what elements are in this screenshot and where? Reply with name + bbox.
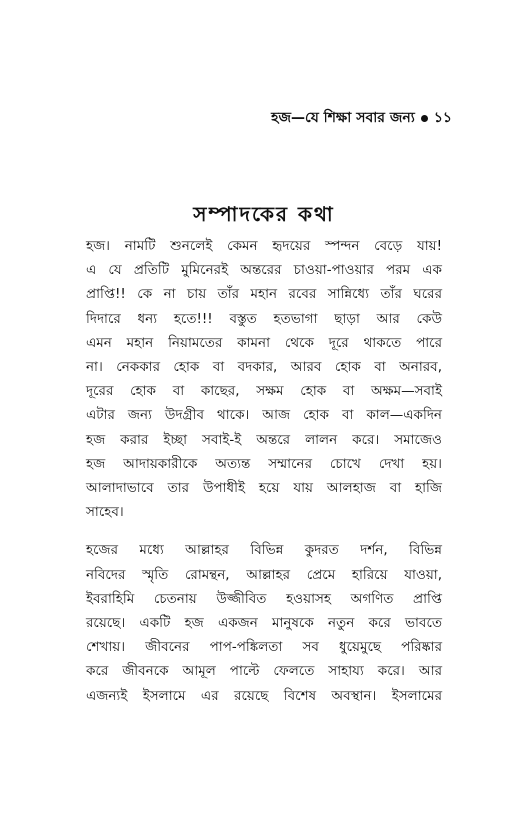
bullet-dot-icon	[421, 115, 428, 122]
running-title: হজ—যে শিক্ষা সবার জন্য	[271, 110, 415, 126]
text-line: হজ। নামটি শুনলেই কেমন হৃদয়ের স্পন্দন বেড়ে যায়!	[86, 238, 442, 254]
running-header	[271, 106, 452, 130]
text-line: দূরের হোক বা কাছের, সক্ষম হোক বা অক্ষম—সবাই	[86, 383, 442, 400]
text-line: এটার জন্য উদগ্রীব থাকে। আজ হোক বা কাল—একদিন	[86, 407, 442, 424]
text-line: না। নেককার হোক বা বদকার, আরব হোক বা অনারব,	[86, 359, 442, 376]
text-line: করে জীবনকে আমূল পাল্টে ফেলতে সাহায্য করে। আর	[86, 663, 442, 680]
text-line: রয়েছে। একটি হজ একজন মানুষকে নতুন করে ভাবতে	[86, 615, 442, 632]
body-text	[86, 234, 442, 722]
text-line: হজের মধ্যে আল্লাহর বিভিন্ন কুদরত দর্শন, বিভিন্ন	[86, 542, 442, 559]
text-line: হজ আদায়কারীকে অত্যন্ত সম্মানের চোখে দেখা হয়।	[86, 455, 442, 472]
section-title: সম্পাদকের কথা	[193, 202, 335, 226]
text-line: এ যে প্রতিটি মুমিনেরই অন্তরের চাওয়া-পাওয়ার পরম এক	[86, 262, 442, 279]
text-line: হজ করার ইচ্ছা সবাই-ই অন্তরে লালন করে। সমাজেও	[86, 431, 442, 448]
text-line: শেখায়। জীবনের পাপ-পঙ্কিলতা সব ধুয়েমুছে পরিষ্কার	[86, 639, 442, 656]
text-line: প্রাপ্তি!! কে না চায় তাঁর মহান রবের সান্নিধ্যে তাঁর ঘরের	[86, 286, 442, 303]
text-line: দিদারে ধন্য হতে!!! বস্তুত হতভাগা ছাড়া আর কেউ	[86, 310, 442, 327]
text-line: ইবরাহিমি চেতনায় উজ্জীবিত হওয়াসহ অগণিত প্রাপ্তি	[86, 590, 442, 607]
paragraph-2	[86, 538, 442, 707]
text-line: নবিদের স্মৃতি রোমন্থন, আল্লাহর প্রেমে হারিয়ে যাওয়া,	[86, 566, 442, 583]
text-line: এজন্যই ইসলামে এর রয়েছে বিশেষ অবস্থান। ইসলামের	[86, 687, 442, 704]
text-line: এমন মহান নিয়ামতের কামনা থেকে দূরে থাকতে পারে	[86, 334, 442, 351]
paragraph-1	[86, 234, 442, 524]
text-line: সাহেব।	[86, 504, 124, 521]
page-number: ১১	[433, 110, 452, 126]
text-line: আলাদাভাবে তার উপাধীই হয়ে যায় আলহাজ বা হাজি	[86, 480, 442, 497]
